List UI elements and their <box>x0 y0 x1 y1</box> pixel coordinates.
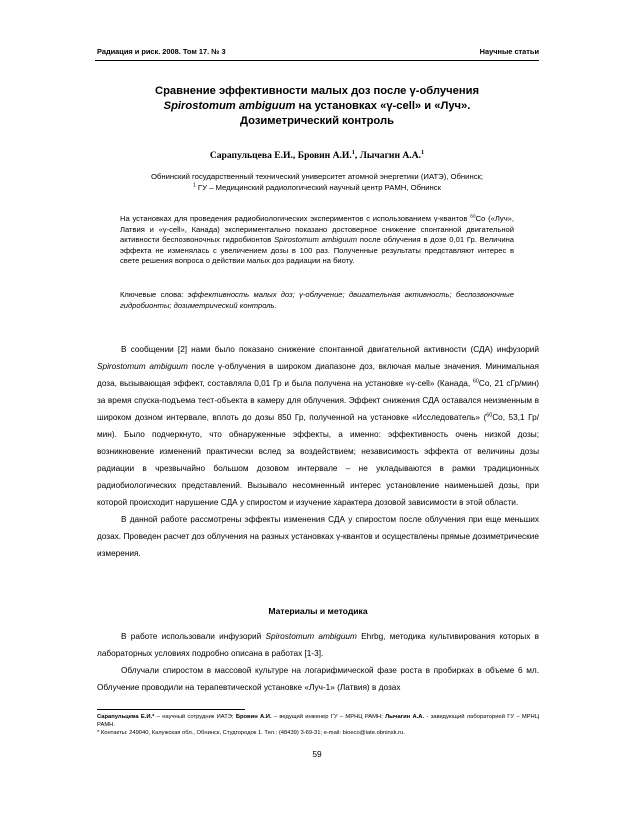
methods-text <box>97 628 539 696</box>
paragraph: В сообщении [2] нами было показано снижение спонтанной двигательной активности (СДА) инфузорий Spirostomum ambiguum после γ-облучения в широком диапазоне доз, включая малые значения. Минимальная доза, вызывающая эффект, составляла 0,01 Гр и была получена на установке «γ-cell» (Канада, $^{60}$Co, 21 сГр/мин) за время спуска-подъема тест-объекта в камеру для облучения. Эффект снижения СДА оставался неизменным в широком дозном интервале, вплоть до дозы 850 Гр, полученной на установке «Исследователь» ($^{60}$Co, 53,1 Гр/мин). Было подчеркнуто, что обнаруженные эффекты, а именно: эффективность очень низкой дозы; возникновение изменений практически вслед за воздействием; независимость эффекта от величины дозы радиации в чрезвычайно большом дозовом интервале – не укладываются в рамки традиционных радиобиологических представлений. Вызывало несомненный интерес установление наименьшей дозы, при которой происходит нарушение СДА у спиростом и изучение характера дозовой зависимости в этой области. <box>97 345 539 507</box>
section-heading: Материалы и методика <box>268 606 368 616</box>
footnote-rule <box>97 709 245 710</box>
page-number: 59 <box>312 749 322 759</box>
keywords: Ключевые слова: эффективность малых доз; γ-облучение; двигательная активность; беспозвоночные гидробионты; дозиметрический контроль. <box>120 290 514 310</box>
footnote: Сарапульцева Е.И.* – научный сотрудник ИАТЭ; Бровин А.И. – ведущий инженер ГУ – МРНЦ РАМН; Лычагин А.А. - заведующий лабораторией ГУ – МРНЦ РАМН. * Контакты: 249040, Калужская обл., Обнинск, Студгородок 1. Тел.: (48439) 3-69-31; e-mail: bioeco@iate.obninsk.ru. <box>97 714 540 736</box>
paragraph: В данной работе рассмотрены эффекты изменения СДА у спиростом после облучения при еще меньших дозах. Проведен расчет доз облучения на разных установках γ-квантов и осуществлены прямые дозиметрические измерения. <box>97 515 539 558</box>
intro-text <box>97 341 539 562</box>
header-rule <box>95 60 539 61</box>
author-list: Сарапульцева Е.И., Бровин А.И.$^1$, Лычагин А.А.$^1$ <box>209 148 425 161</box>
running-header-journal: Радиация и риск. 2008. Том 17. № 3 <box>97 47 226 56</box>
paragraph: Облучали спиростом в массовой культуре на логарифмической фазе роста в пробирках в объеме 6 мл. Облучение проводили на терапевтической установке «Луч-1» (Латвия) в дозах <box>97 666 539 692</box>
running-header-section: Научные статьи <box>479 47 539 56</box>
paragraph: В работе использовали инфузорий Spirostomum ambiguum Ehrbg, методика культивирования которых в лабораторных условиях подробно описана в работах [1-3]. <box>97 632 539 658</box>
footnote-contact: * Контакты: 249040, Калужская обл., Обнинск, Студгородок 1. Тел.: (48439) 3-69-31; e-mail: bioeco@iate.obninsk.ru. <box>97 730 405 736</box>
article-title: Сравнение эффективности малых доз после γ-облучения Spirostomum ambiguum на установках «γ-cell» и «Луч». Дозиметрический контроль <box>154 85 479 127</box>
abstract: На установках для проведения радиобиологических экспериментов с использованием γ-квантов $^{60}$Co («Луч», Латвия и «γ-cell», Канада) экспериментально показано достоверное снижение спонтанной двигательной активности беспозвоночных гидробионтов Spirostomum ambiguum после облучения в дозе 0,01 Гр. Величина эффекта не изменялась с увеличением дозы в 100 раз. Полученные результаты представляют интерес в свете решения вопроса о действии малых доз радиации на биоту. <box>120 214 514 266</box>
affiliations: Обнинский государственный технический университет атомной энергетики (ИАТЭ), Обнинск; $^1$ ГУ – Медицинский радиологический научный центр РАМН, Обнинск <box>150 172 484 192</box>
title-species: Spirostomum ambiguum <box>163 100 296 112</box>
